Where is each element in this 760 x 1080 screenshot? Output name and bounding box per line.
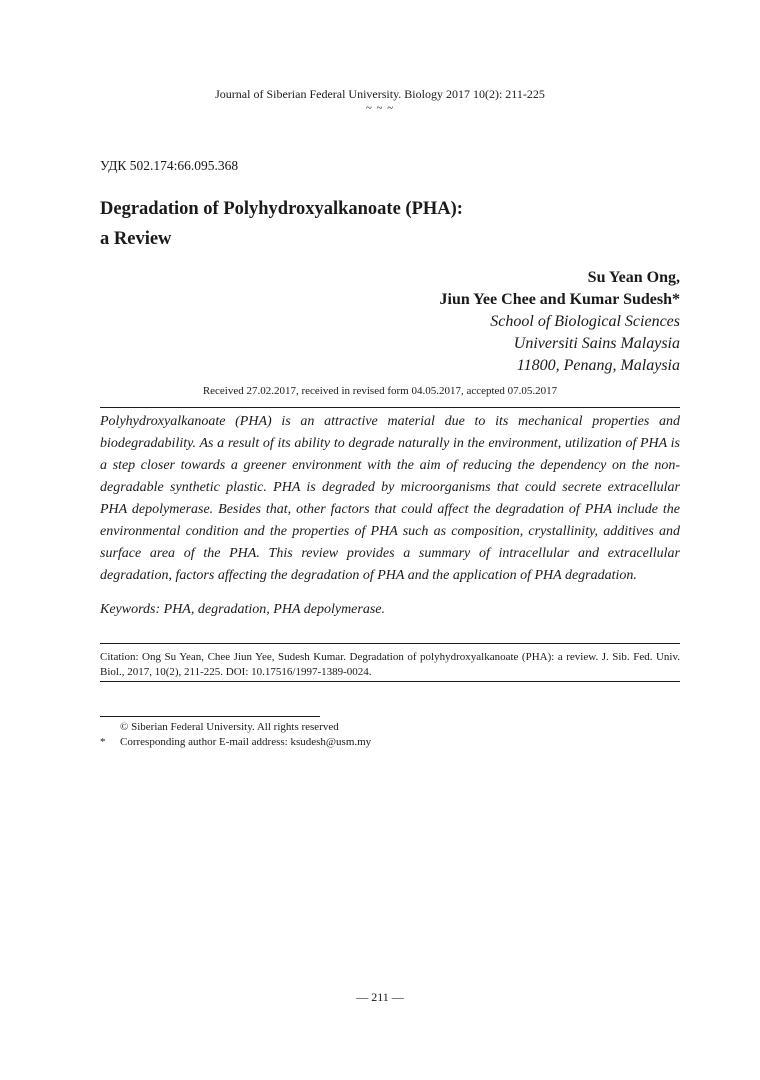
footnote-rule [100,716,320,717]
footnote-asterisk: * [100,736,106,748]
corresponding-footnote [100,735,680,750]
affiliation-university: Universiti Sains Malaysia [513,335,680,352]
title-line-2: a Review [100,229,172,249]
abstract-top-rule [100,407,680,408]
udk-code: УДК 502.174:66.095.368 [100,158,239,173]
article-title [100,194,660,254]
citation-top-rule [100,643,680,644]
copyright-footnote [100,720,680,735]
affiliation-school: School of Biological Sciences [490,313,680,330]
footnotes [100,720,680,750]
authors-line-1: Su Yean Ong, [587,269,680,286]
received-dates: Received 27.02.2017, received in revised form 04.05.2017, accepted 07.05.2017 [202,385,558,397]
author-block [440,267,681,377]
corresponding-author-email: Corresponding author E-mail address: ksudesh@usm.my [120,736,372,748]
page-number: — 211 — [356,990,404,1004]
copyright-text: © Siberian Federal University. All rights reserved [120,721,339,733]
citation: Citation: Ong Su Yean, Chee Jiun Yee, Sudesh Kumar. Degradation of polyhydroxyalkanoate (PHA): a review. J. Sib. Fed. Univ. Biol., 2017, 10(2), 211-225. DOI: 10.17516/1997-1389-0024. [100,651,680,678]
authors-line-2: Jiun Yee Chee and Kumar Sudesh* [439,291,680,308]
abstract: Polyhydroxyalkanoate (PHA) is an attractive material due to its mechanical properties and biodegradability. As a result of its ability to degrade naturally in the environment, utilization of PHA is a step closer towards a greener environment with the aim of reducing the dependency on the non-degradable synthetic plastic. PHA is degraded by microorganisms that could secrete extracellular PHA depolymerase. Besides that, other factors that could affect the degradation of PHA include the environmental condition and the properties of PHA such as composition, crystallinity, additives and surface area of the PHA. This review provides a summary of intracellular and extracellular degradation, factors affecting the degradation of PHA and the application of PHA degradation. [100,414,680,583]
affiliation-address: 11800, Penang, Malaysia [516,357,680,374]
keywords: Keywords: PHA, degradation, PHA depolymerase. [100,602,386,617]
title-line-1: Degradation of Polyhydroxyalkanoate (PHA): [100,199,463,219]
header-ornament: ~ ~ ~ [365,102,395,114]
citation-bottom-rule [100,681,680,682]
journal-header: Journal of Siberian Federal University. Biology 2017 10(2): 211-225 [215,87,545,101]
